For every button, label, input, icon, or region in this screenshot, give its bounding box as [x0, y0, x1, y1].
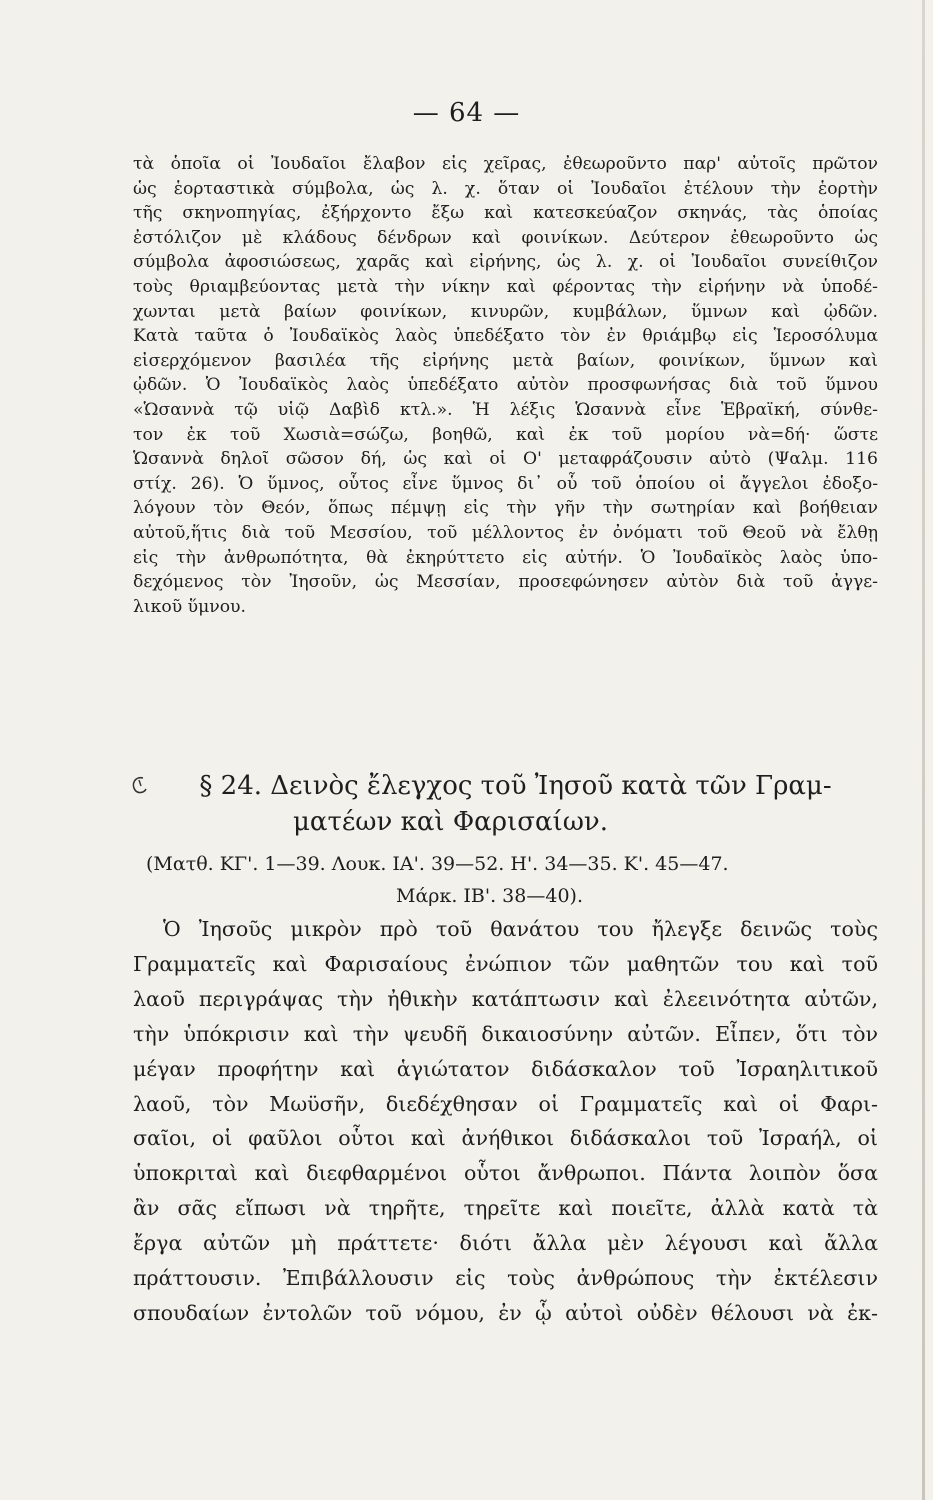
text-line: τον ἐκ τοῦ Χωσιὰ=σώζω, βοηθῶ, καὶ ἐκ τοῦ μορίου νὰ=δή· ὥστε [133, 424, 878, 445]
handwritten-mark-icon [129, 774, 151, 796]
text-line: Γραμματεῖς καὶ Φαρισαίους ἐνώπιον τῶν μαθητῶν του καὶ τοῦ [133, 951, 878, 976]
text-line: ἐστόλιζον μὲ κλάδους δένδρων καὶ φοινίκων. Δεύτερον ἐθεωροῦντο ὡς [133, 227, 878, 248]
text-line: εἰς τὴν ἀνθρωπότητα, θὰ ἐκηρύττετο εἰς αὐτήν. Ὁ Ἰουδαϊκὸς λαὸς ὑπο- [133, 547, 878, 568]
text-line: λόγουν τὸν Θεόν, ὅπως πέμψῃ εἰς τὴν γῆν τὴν σωτηρίαν καὶ βοήθειαν [133, 498, 878, 519]
section-title-line-2: ματέων καὶ Φαρισαίων. [293, 807, 608, 837]
text-line: αὐτοῦ,ἥτις διὰ τοῦ Μεσσίου, τοῦ μέλλοντος ἐν ὀνόματι τοῦ Θεοῦ νὰ ἔλθῃ [133, 522, 878, 543]
text-line: μέγαν προφήτην καὶ ἁγιώτατον διδάσκαλον τοῦ Ἰσραηλιτικοῦ [133, 1056, 878, 1081]
paragraph-top [133, 152, 878, 619]
text-line: δεχόμενος τὸν Ἰησοῦν, ὡς Μεσσίαν, προσεφώνησεν αὐτὸν διὰ τοῦ ἀγγε- [133, 572, 878, 593]
text-line: ἔργα αὐτῶν μὴ πράττετε· διότι ἄλλα μὲν λέγουσι καὶ ἄλλα [133, 1231, 878, 1256]
text-line: σαῖοι, οἱ φαῦλοι οὗτοι καὶ ἀνήθικοι διδάσκαλοι τοῦ Ἰσραήλ, οἱ [133, 1126, 878, 1151]
page-number: — 64 — [412, 98, 521, 128]
section-heading [133, 768, 878, 840]
text-line: σύμβολα ἀφοσιώσεως, χαρᾶς καὶ εἰρήνης, ὡς λ. χ. οἱ Ἰουδαῖοι συνείθιζον [133, 252, 878, 273]
references-line-2: Μάρκ. ΙΒ'. 38—40). [396, 885, 583, 907]
text-line: σπουδαίων ἐντολῶν τοῦ νόμου, ἐν ᾧ αὐτοὶ οὐδὲν θέλουσι νὰ ἐκ- [133, 1300, 878, 1325]
text-line: πράττουσιν. Ἐπιβάλλουσιν εἰς τοὺς ἀνθρώπους τὴν ἐκτέλεσιν [133, 1266, 878, 1291]
text-line: Κατὰ ταῦτα ὁ Ἰουδαϊκὸς λαὸς ὑπεδέξατο τὸν ἐν θριάμβῳ εἰς Ἱεροσόλυμα [133, 326, 878, 347]
text-line: ὑποκριταὶ καὶ διεφθαρμένοι οὗτοι ἄνθρωποι. Πάντα λοιπὸν ὅσα [133, 1161, 878, 1186]
text-line: ᾠδῶν. Ὁ Ἰουδαϊκὸς λαὸς ὑπεδέξατο αὐτὸν προσφωνήσας διὰ τοῦ ὕμνου [133, 375, 878, 396]
text-line: τῆς σκηνοπηγίας, ἐξήρχοντο ἔξω καὶ κατεσκεύαζον σκηνάς, τὰς ὁποίας [133, 203, 878, 224]
text-line: Ὡσαννὰ δηλοῖ σῶσον δή, ὡς καὶ οἱ Ο' μεταφράζουσιν αὐτὸ (Ψαλμ. 116 [133, 449, 878, 470]
text-line: Ὁ Ἰησοῦς μικρὸν πρὸ τοῦ θανάτου του ἤλεγξε δεινῶς τοὺς [163, 917, 878, 941]
page-edge [922, 0, 925, 1500]
text-line: λικοῦ ὕμνου. [133, 596, 246, 617]
text-line: τὴν ὑπόκρισιν καὶ τὴν ψευδῆ δικαιοσύνην αὐτῶν. Εἶπεν, ὅτι τὸν [133, 1021, 878, 1046]
text-line: ὡς ἑορταστικὰ σύμβολα, ὡς λ. χ. ὅταν οἱ Ἰουδαῖοι ἐτέλουν τὴν ἑορτὴν [133, 178, 878, 199]
section-title-line-1: § 24. Δεινὸς ἔλεγχος τοῦ Ἰησοῦ κατὰ τῶν Γραμ- [199, 771, 832, 801]
text-line: λαοῦ, τὸν Μωϋσῆν, διεδέχθησαν οἱ Γραμματεῖς καὶ οἱ Φαρι- [133, 1091, 878, 1116]
text-line: ἂν σᾶς εἴπωσι νὰ τηρῆτε, τηρεῖτε καὶ ποιεῖτε, ἀλλὰ κατὰ τὰ [133, 1196, 878, 1221]
scripture-references [146, 848, 878, 912]
text-line: «Ὡσαννὰ τῷ υἱῷ Δαβὶδ κτλ.». Ἡ λέξις Ὡσαννὰ εἶνε Ἑβραϊκή, σύνθε- [133, 399, 878, 420]
text-line: τὰ ὁποῖα οἱ Ἰουδαῖοι ἔλαβον εἰς χεῖρας, ἐθεωροῦντο παρ' αὐτοῖς πρῶτον [133, 154, 878, 174]
text-line: χωνται μετὰ βαίων φοινίκων, κινυρῶν, κυμβάλων, ὕμνων καὶ ᾠδῶν. [133, 301, 878, 322]
text-line: τοὺς θριαμβεύοντας μετὰ τὴν νίκην καὶ φέροντας τὴν εἰρήνην νὰ ὑποδέ- [133, 276, 878, 297]
paragraph-main [133, 912, 878, 1331]
text-line: εἰσερχόμενον βασιλέα τῆς εἰρήνης μετὰ βαίων, φοινίκων, ὕμνων καὶ [133, 350, 878, 371]
references-line-1: (Ματθ. ΚΓ'. 1—39. Λουκ. ΙΑ'. 39—52. Η'. 34—35. Κ'. 45—47. [146, 853, 729, 875]
text-line: λαοῦ περιγράψας τὴν ἠθικὴν κατάπτωσιν καὶ ἐλεεινότητα αὐτῶν, [133, 986, 878, 1011]
text-line: στίχ. 26). Ὁ ὕμνος, οὗτος εἶνε ὕμνος δι᾽ οὗ τοῦ ὁποίου οἱ ἄγγελοι ἐδοξο- [133, 473, 878, 494]
